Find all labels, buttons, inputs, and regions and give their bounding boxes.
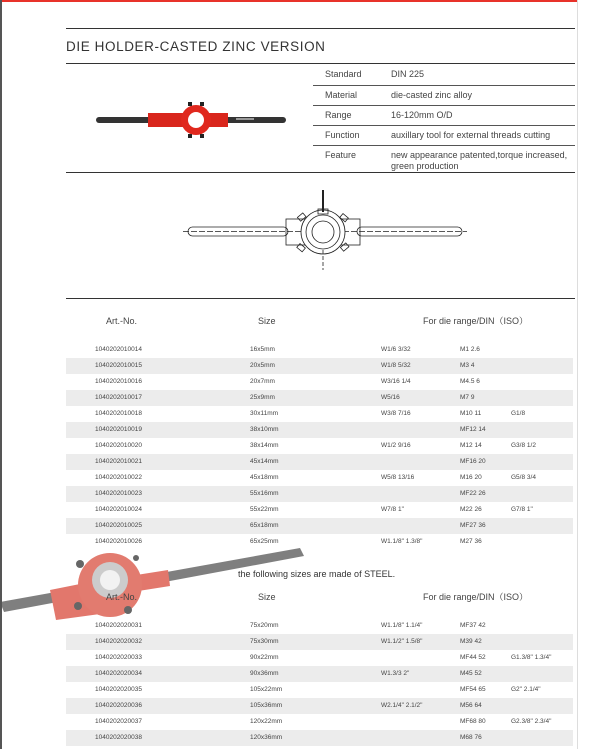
cell-w-range: W2.1/4" 2.1/2" <box>381 702 423 709</box>
cell-size: 16x5mm <box>250 346 275 353</box>
cell-m-range: MF37 42 <box>460 622 486 629</box>
header-art-no: Art.-No. <box>106 592 138 602</box>
cell-w-range: W3/16 1/4 <box>381 378 411 385</box>
header-size: Size <box>258 316 276 326</box>
spec-value: new appearance patented,torque increased, green production <box>391 150 568 171</box>
cell-w-range: W1/8 5/32 <box>381 362 411 369</box>
cell-m-range: M1 2.6 <box>460 346 480 353</box>
cell-size: 120x22mm <box>250 718 283 725</box>
cell-size: 45x14mm <box>250 458 279 465</box>
table-row <box>66 666 573 682</box>
cell-m-range: MF68 80 <box>460 718 486 725</box>
table-row <box>66 390 573 406</box>
spec-label: Range <box>325 110 352 120</box>
cell-size: 20x7mm <box>250 378 275 385</box>
cell-size: 120x36mm <box>250 734 283 741</box>
cell-g-range: G1/8 <box>511 410 526 417</box>
table-row <box>66 486 573 502</box>
table-row <box>66 714 573 730</box>
cell-size: 90x22mm <box>250 654 279 661</box>
table-row <box>66 470 573 486</box>
cell-g-range: G5/8 3/4 <box>511 474 536 481</box>
cell-m-range: M27 36 <box>460 538 482 545</box>
page-title: DIE HOLDER-CASTED ZINC VERSION <box>66 39 326 54</box>
die-holder-photo <box>90 95 290 145</box>
cell-art-no: 1040202010025 <box>95 522 142 529</box>
spec-label: Material <box>325 90 358 100</box>
top-accent-line <box>0 0 577 2</box>
cell-w-range: W1.1/8" 1.3/8" <box>381 538 423 545</box>
die-holder-drawing <box>180 190 470 270</box>
cell-m-range: MF22 26 <box>460 490 486 497</box>
cell-m-range: M39 42 <box>460 638 482 645</box>
cell-art-no: 1040202020034 <box>95 670 142 677</box>
cell-g-range: G1.3/8" 1.3/4" <box>511 654 552 661</box>
table-row <box>66 502 573 518</box>
cell-art-no: 1040202020037 <box>95 718 142 725</box>
cell-art-no: 1040202010018 <box>95 410 142 417</box>
cell-art-no: 1040202020033 <box>95 654 142 661</box>
cell-size: 105x22mm <box>250 686 283 693</box>
cell-m-range: M56 64 <box>460 702 482 709</box>
cell-art-no: 1040202010015 <box>95 362 142 369</box>
cell-g-range: G2.3/8" 2.3/4" <box>511 718 552 725</box>
spec-label: Function <box>325 130 360 140</box>
cell-art-no: 1040202010024 <box>95 506 142 513</box>
divider <box>66 63 575 64</box>
spec-label: Feature <box>325 150 357 160</box>
left-edge-line <box>0 0 2 749</box>
cell-size: 75x20mm <box>250 622 279 629</box>
table-header <box>66 313 573 342</box>
cell-g-range: G2" 2.1/4" <box>511 686 541 693</box>
table-row <box>66 730 573 746</box>
zinc-size-table <box>66 313 573 550</box>
cell-size: 20x5mm <box>250 362 275 369</box>
cell-art-no: 1040202020031 <box>95 622 142 629</box>
spec-value: 16-120mm O/D <box>391 110 453 120</box>
cell-art-no: 1040202010014 <box>95 346 142 353</box>
cell-size: 90x36mm <box>250 670 279 677</box>
table-row <box>66 406 573 422</box>
cell-m-range: M45 52 <box>460 670 482 677</box>
cell-m-range: M4.5 6 <box>460 378 480 385</box>
cell-art-no: 1040202020035 <box>95 686 142 693</box>
cell-art-no: 1040202020038 <box>95 734 142 741</box>
cell-w-range: W7/8 1" <box>381 506 404 513</box>
spec-value: die-casted zinc alloy <box>391 90 473 100</box>
cell-art-no: 1040202010020 <box>95 442 142 449</box>
cell-m-range: M7 9 <box>460 394 475 401</box>
header-art-no: Art.-No. <box>106 316 138 326</box>
cell-art-no: 1040202010016 <box>95 378 142 385</box>
cell-w-range: W1.3/3 2" <box>381 670 410 677</box>
spec-row-function <box>313 126 575 146</box>
table-row <box>66 358 573 374</box>
cell-size: 105x36mm <box>250 702 283 709</box>
cell-size: 25x9mm <box>250 394 275 401</box>
cell-m-range: MF16 20 <box>460 458 486 465</box>
cell-m-range: M68 76 <box>460 734 482 741</box>
cell-size: 30x11mm <box>250 410 279 417</box>
cell-art-no: 1040202010019 <box>95 426 142 433</box>
cell-w-range: W5/16 <box>381 394 400 401</box>
table-row <box>66 650 573 666</box>
divider <box>66 172 575 173</box>
spec-label: Standard <box>325 69 362 79</box>
spec-row-feature <box>313 146 575 174</box>
cell-g-range: G3/8 1/2 <box>511 442 536 449</box>
table-row <box>66 682 573 698</box>
spec-value: auxillary tool for external threads cutting <box>391 130 551 140</box>
cell-art-no: 1040202010026 <box>95 538 142 545</box>
cell-size: 55x16mm <box>250 490 279 497</box>
spec-row-material <box>313 86 575 106</box>
table-row <box>66 454 573 470</box>
table-row <box>66 634 573 650</box>
cell-size: 45x18mm <box>250 474 279 481</box>
cell-size: 75x30mm <box>250 638 279 645</box>
table-header <box>66 589 573 618</box>
cell-art-no: 1040202020036 <box>95 702 142 709</box>
cell-m-range: M16 20 <box>460 474 482 481</box>
cell-art-no: 1040202010022 <box>95 474 142 481</box>
cell-size: 38x14mm <box>250 442 279 449</box>
cell-size: 65x25mm <box>250 538 279 545</box>
cell-m-range: MF27 36 <box>460 522 486 529</box>
cell-m-range: M10 11 <box>460 410 482 417</box>
cell-w-range: W1/2 9/16 <box>381 442 411 449</box>
cell-art-no: 1040202010017 <box>95 394 142 401</box>
cell-w-range: W1.1/8" 1.1/4" <box>381 622 423 629</box>
cell-m-range: M12 14 <box>460 442 482 449</box>
divider <box>66 298 575 299</box>
cell-size: 65x18mm <box>250 522 279 529</box>
cell-art-no: 1040202020032 <box>95 638 142 645</box>
cell-art-no: 1040202010023 <box>95 490 142 497</box>
cell-g-range: G7/8 1" <box>511 506 533 513</box>
cell-m-range: MF12 14 <box>460 426 486 433</box>
table-row <box>66 698 573 714</box>
spec-row-range <box>313 106 575 126</box>
cell-w-range: W1.1/2" 1.5/8" <box>381 638 423 645</box>
cell-m-range: M22 26 <box>460 506 482 513</box>
cell-m-range: MF54 65 <box>460 686 486 693</box>
cell-w-range: W5/8 13/16 <box>381 474 415 481</box>
cell-w-range: W1/6 3/32 <box>381 346 411 353</box>
header-die-range: For die range/DIN（ISO） <box>423 592 529 602</box>
table-row <box>66 342 573 358</box>
spec-table <box>313 66 575 174</box>
spec-row-standard <box>313 66 575 86</box>
cell-size: 38x10mm <box>250 426 279 433</box>
cell-m-range: M3 4 <box>460 362 475 369</box>
cell-m-range: MF44 52 <box>460 654 486 661</box>
steel-note: the following sizes are made of STEEL. <box>238 569 396 579</box>
table-row <box>66 374 573 390</box>
steel-size-table <box>66 589 573 746</box>
cell-w-range: W3/8 7/16 <box>381 410 411 417</box>
header-die-range: For die range/DIN（ISO） <box>423 316 529 326</box>
cell-art-no: 1040202010021 <box>95 458 142 465</box>
table-row <box>66 618 573 634</box>
cell-size: 55x22mm <box>250 506 279 513</box>
right-edge-line <box>577 0 578 749</box>
divider <box>66 28 575 29</box>
table-row <box>66 422 573 438</box>
header-size: Size <box>258 592 276 602</box>
table-row <box>66 438 573 454</box>
spec-value: DIN 225 <box>391 69 425 79</box>
